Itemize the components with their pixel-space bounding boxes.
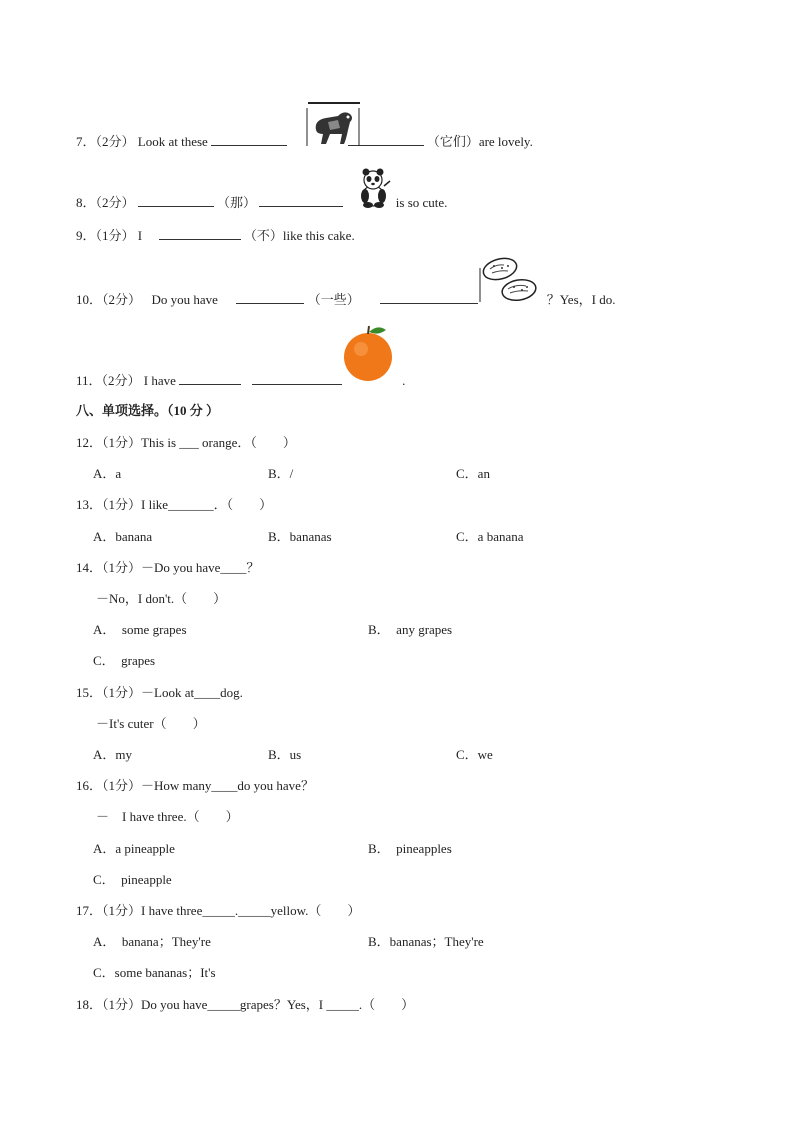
question-text: （不）like this cake. <box>243 228 355 243</box>
question-text: （一些） <box>307 292 360 307</box>
question-text: is so cute. <box>395 195 448 210</box>
answer-blank[interactable] <box>179 371 241 385</box>
answer-blank[interactable] <box>211 132 287 146</box>
option-b[interactable]: B．bananas；They're <box>368 934 484 949</box>
question-text: ？Yes，I do. <box>546 292 616 307</box>
option-a[interactable]: A．a pineapple <box>93 841 175 856</box>
question-14: 14．（1分）－Do you have____？ <box>76 560 260 575</box>
question-number: 11．（2分） <box>76 373 141 388</box>
question-17: 17．（1分）I have three_____._____yellow.（ ） <box>76 903 361 918</box>
option-b[interactable]: B．us <box>268 747 302 762</box>
question-9 <box>76 226 355 245</box>
option-b[interactable]: B． pineapples <box>368 841 452 856</box>
answer-blank[interactable] <box>159 226 241 240</box>
option-a[interactable]: A．banana <box>93 529 153 544</box>
option-c[interactable]: C．we <box>456 747 493 762</box>
option-a[interactable]: A． banana；They're <box>93 934 211 949</box>
question-reply: － I have three.（ ） <box>96 809 239 824</box>
cake-picture-icon <box>478 254 540 304</box>
question-number: 8．（2分） <box>76 195 135 210</box>
answer-blank[interactable] <box>380 290 478 304</box>
question-18: 18．（1分）Do you have_____grapes？Yes，I _____.（ ） <box>76 997 415 1012</box>
question-number: 7．（2分） <box>76 134 135 149</box>
question-text: . <box>402 373 406 388</box>
orange-picture-icon <box>342 322 396 382</box>
answer-blank[interactable] <box>252 371 342 385</box>
question-text: Look at these <box>137 134 208 149</box>
question-number: 10．（2分） <box>76 292 142 307</box>
answer-blank[interactable] <box>138 193 214 207</box>
section-title: 八、单项选择。（10 分 ） <box>76 403 220 418</box>
answer-blank[interactable] <box>259 193 343 207</box>
option-c[interactable]: C．some bananas；It's <box>93 965 216 980</box>
question-reply: －No，I don't.（ ） <box>96 591 227 606</box>
option-a[interactable]: A．a <box>93 466 122 481</box>
dog-picture-icon <box>304 100 362 150</box>
question-text: I <box>137 228 143 243</box>
question-12: 12．（1分）This is ___ orange．（ ） <box>76 435 296 450</box>
option-c[interactable]: C．a banana <box>456 529 524 544</box>
question-reply: －It's cuter（ ） <box>96 716 206 731</box>
option-b[interactable]: B．/ <box>268 466 294 481</box>
question-text: I have <box>143 373 176 388</box>
question-number: 9．（1分） <box>76 228 135 243</box>
question-text: （它们）are lovely. <box>426 134 533 149</box>
option-c[interactable]: C． grapes <box>93 653 156 668</box>
option-a[interactable]: A．my <box>93 747 133 762</box>
question-text: Do you have <box>151 292 218 307</box>
option-b[interactable]: B．bananas <box>268 529 332 544</box>
option-a[interactable]: A． some grapes <box>93 622 187 637</box>
question-15: 15．（1分）－Look at____dog. <box>76 685 243 700</box>
option-c[interactable]: C． pineapple <box>93 872 172 887</box>
option-b[interactable]: B． any grapes <box>368 622 453 637</box>
question-13: 13．（1分）I like_______．（ ） <box>76 497 273 512</box>
answer-blank[interactable] <box>236 290 304 304</box>
panda-picture-icon <box>356 166 392 208</box>
question-text: （那） <box>217 195 257 210</box>
option-c[interactable]: C．an <box>456 466 490 481</box>
question-16: 16．（1分）－How many____do you have？ <box>76 778 314 793</box>
